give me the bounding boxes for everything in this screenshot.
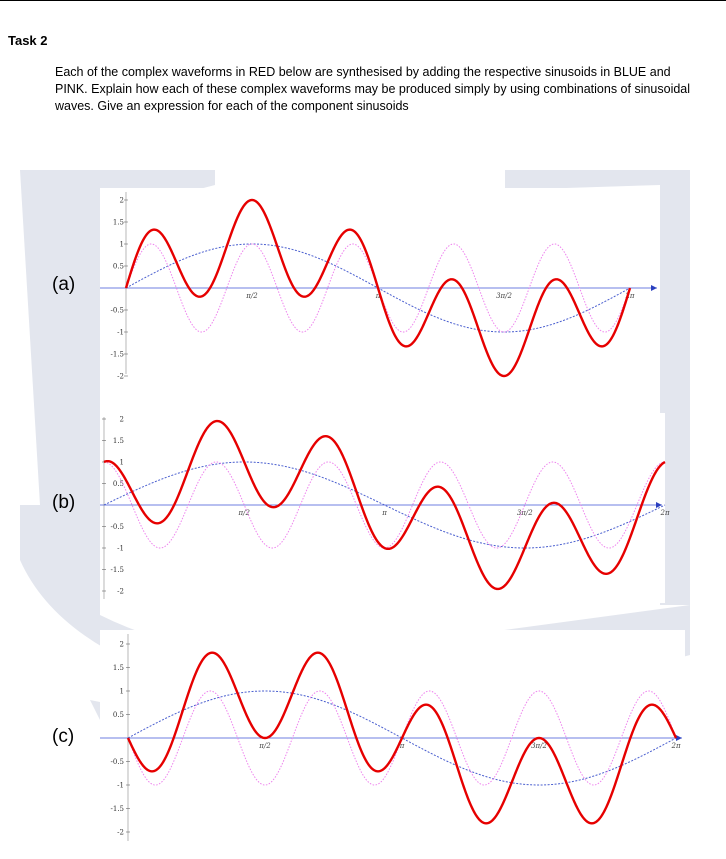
- plot-label-a: (a): [52, 274, 76, 295]
- y-tick-label: -2: [117, 372, 124, 381]
- y-tick-label: 2: [119, 640, 124, 649]
- y-tick-label: 1.5: [112, 437, 124, 445]
- waveform-plot-a: [100, 188, 660, 381]
- instructions-text: Each of the complex waveforms in RED below are synthesised by adding the respective sinusoids in BLUE and PINK. Explain how each of these complex waveforms may be produced simply by using combinations of sinusoidal waves. Give an expression for each of the component sinusoids: [55, 65, 691, 113]
- x-tick-label: π/2: [259, 742, 271, 750]
- y-tick-label: 0.5: [112, 480, 124, 488]
- y-tick-label: -1: [117, 781, 124, 790]
- y-tick-label: 0.5: [112, 711, 124, 719]
- y-tick-label: -1.5: [110, 805, 124, 813]
- y-tick-label: 1: [119, 240, 124, 249]
- x-tick-label: π/2: [246, 292, 258, 300]
- plot-label-c: (c): [52, 726, 75, 747]
- x-tick-label: 3π/2: [531, 742, 547, 750]
- waveform-b-svg: [100, 413, 670, 603]
- y-tick-label: -1.5: [110, 350, 124, 359]
- x-tick-label: π: [375, 292, 381, 300]
- y-tick-label: -1: [117, 328, 124, 337]
- x-tick-label: 3π/2: [496, 292, 512, 300]
- task-title: Task 2: [8, 33, 48, 48]
- y-tick-label: -0.5: [110, 306, 124, 315]
- plot-background: [100, 413, 665, 603]
- y-tick-label: -2: [117, 587, 124, 596]
- y-tick-label: -0.5: [110, 758, 124, 766]
- waveform-c-svg: [100, 630, 685, 845]
- plot-label-b: (b): [52, 492, 76, 513]
- x-tick-label: π: [399, 742, 405, 750]
- y-tick-label: 2: [119, 196, 124, 205]
- y-tick-label: 2: [119, 415, 124, 424]
- x-tick-label: 2π: [660, 509, 670, 517]
- y-tick-label: 1.5: [112, 218, 124, 227]
- x-tick-label: 2π: [625, 292, 635, 300]
- plot-background: [100, 188, 660, 378]
- y-tick-label: -0.5: [110, 523, 124, 531]
- y-tick-label: -2: [117, 828, 124, 837]
- y-tick-label: 1: [119, 458, 124, 467]
- y-tick-label: 0.5: [112, 262, 124, 271]
- x-tick-label: 2π: [671, 742, 681, 750]
- y-tick-label: -1: [117, 544, 124, 553]
- y-tick-label: -1.5: [110, 566, 124, 574]
- waveform-a-svg: [100, 188, 660, 381]
- x-tick-label: π: [382, 509, 387, 517]
- y-tick-label: 1: [119, 687, 124, 696]
- x-tick-label: 3π/2: [516, 509, 533, 517]
- waveform-plot-b: [100, 413, 670, 603]
- waveform-plot-c: [100, 630, 685, 845]
- x-tick-label: π/2: [238, 509, 250, 517]
- y-tick-label: 1.5: [112, 664, 124, 672]
